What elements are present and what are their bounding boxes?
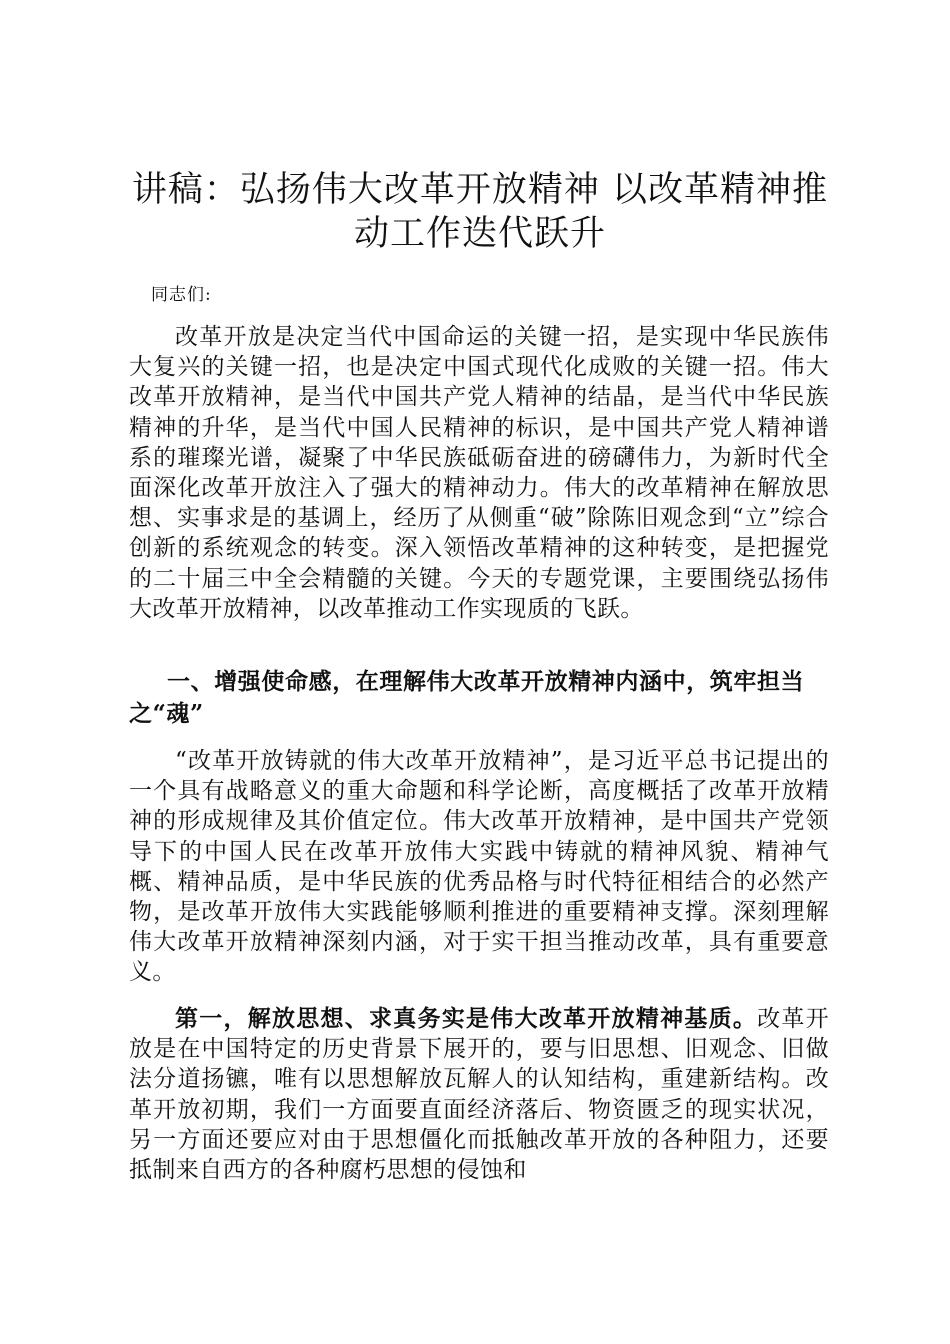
paragraph-point-1-body: 改革开放是在中国特定的历史背景下展开的，要与旧思想、旧观念、旧做法分道扬镳，唯有以思想解放瓦解人的认知结构，重建新结构。改革开放初期，我们一方面要直面经济落后、物资匮乏的现实状况，另一方面还要应对由于思想僵化而抵触改革开放的各种阻力，还要抵制来自西方的各种腐朽思想的侵蚀和 (129, 1006, 830, 1184)
document-title: 讲稿：弘扬伟大改革开放精神 以改革精神推动工作迭代跃升 (131, 170, 829, 254)
paragraph-point-1 (129, 1004, 829, 1185)
paragraph-point-1-lead: 第一，解放思想、求真务实是伟大改革开放精神基质。 (175, 1005, 758, 1032)
section-heading-1: 一、增强使命感，在理解伟大改革开放精神内涵中，筑牢担当之“魂” (129, 668, 805, 727)
salutation: 同志们: (151, 285, 212, 305)
paragraph-intro: 改革开放是决定当代中国命运的关键一招，是实现中华民族伟大复兴的关键一招，也是决定中国式现代化成败的关键一招。伟大改革开放精神，是当代中国共产党人精神的结晶，是当代中华民族精神的升华，是当代中国人民精神的标识，是中国共产党人精神谱系的璀璨光谱，凝聚了中华民族砥砺奋进的磅礴伟力，为新时代全面深化改革开放注入了强大的精神动力。伟大的改革精神在解放思想、实事求是的基调上，经历了从侧重“破”除陈旧观念到“立”综合创新的系统观念的转变。深入领悟改革精神的这种转变，是把握党的二十届三中全会精髓的关键。今天的专题党课，主要围绕弘扬伟大改革开放精神，以改革推动工作实现质的飞跃。 (129, 324, 829, 622)
paragraph-section-1: “改革开放铸就的伟大改革开放精神”，是习近平总书记提出的一个具有战略意义的重大命题和科学论断，高度概括了改革开放精神的形成规律及其价值定位。伟大改革开放精神，是中国共产党领导下的中国人民在改革开放伟大实践中铸就的精神风貌、精神气概、精神品质，是中华民族的优秀品格与时代特征相结合的必然产物，是改革开放伟大实践能够顺利推进的重要精神支撑。深刻理解伟大改革开放精神深刻内涵，对于实干担当推动改革，具有重要意义。 (129, 748, 829, 986)
